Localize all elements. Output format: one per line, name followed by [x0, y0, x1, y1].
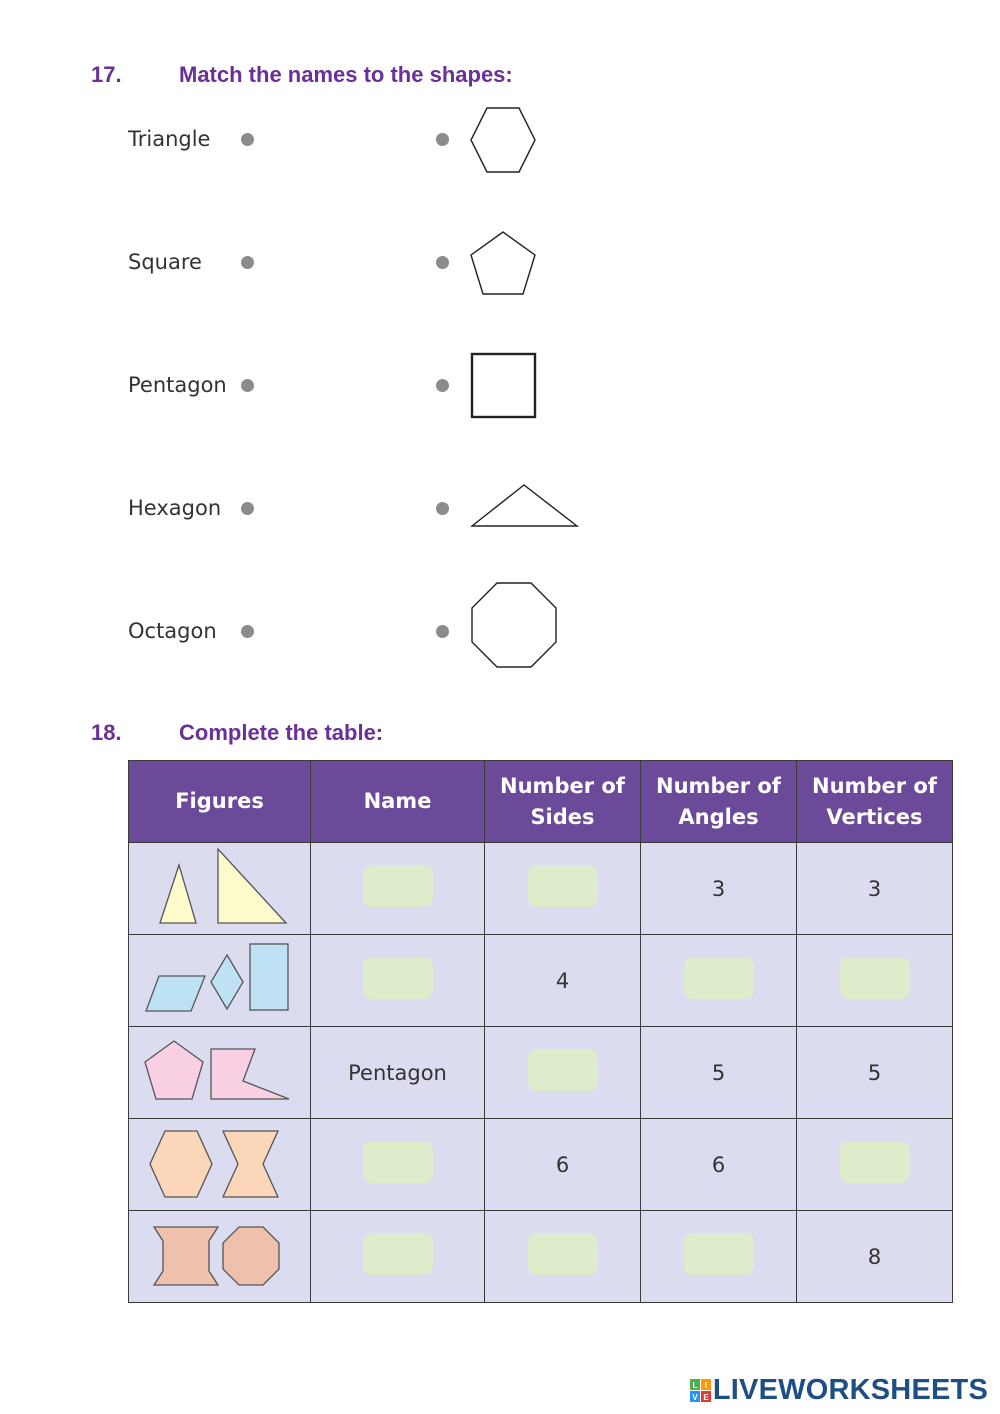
name-dot-5[interactable] — [241, 625, 254, 638]
name-dot-1[interactable] — [241, 133, 254, 146]
figures-cell — [129, 1119, 311, 1211]
angles-cell: 3 — [641, 843, 797, 935]
answer-blank[interactable] — [684, 957, 754, 999]
figures-cell — [129, 935, 311, 1027]
sides-cell — [485, 1211, 641, 1303]
figures-cell — [129, 1027, 311, 1119]
table-row — [129, 1027, 953, 1119]
octagons-figure-icon — [129, 1211, 310, 1297]
name-cell — [311, 935, 485, 1027]
name-cell — [311, 1211, 485, 1303]
question-title: Match the names to the shapes: — [179, 62, 513, 87]
sides-cell: 6 — [485, 1119, 641, 1211]
question-18-heading — [91, 720, 383, 746]
match-name-triangle: Triangle — [128, 127, 211, 151]
table-row — [129, 1211, 953, 1303]
shape-dot-5[interactable] — [436, 625, 449, 638]
quadrilaterals-figure-icon — [129, 935, 310, 1021]
sides-cell — [485, 843, 641, 935]
square-icon — [466, 349, 542, 423]
vertices-cell: 5 — [797, 1027, 953, 1119]
angles-cell: 6 — [641, 1119, 797, 1211]
answer-blank[interactable] — [528, 1233, 598, 1275]
answer-blank[interactable] — [840, 957, 910, 999]
question-17-heading — [91, 62, 513, 88]
name-dot-3[interactable] — [241, 379, 254, 392]
triangles-figure-icon — [129, 843, 310, 929]
match-name-octagon: Octagon — [128, 619, 217, 643]
liveworksheets-logo[interactable] — [689, 1374, 988, 1407]
svg-text:I: I — [704, 1380, 708, 1390]
svg-text:V: V — [692, 1392, 698, 1402]
octagon-icon — [466, 578, 562, 672]
name-dot-2[interactable] — [241, 256, 254, 269]
vertices-cell: 8 — [797, 1211, 953, 1303]
answer-blank[interactable] — [363, 1141, 433, 1183]
shapes-table — [128, 760, 953, 1303]
pentagons-figure-icon — [129, 1027, 310, 1113]
shape-dot-4[interactable] — [436, 502, 449, 515]
logo-text: LIVEWORKSHEETS — [712, 1374, 988, 1406]
question-number: 18. — [91, 720, 122, 745]
hexagons-figure-icon — [129, 1119, 310, 1205]
vertices-cell — [797, 1119, 953, 1211]
name-dot-4[interactable] — [241, 502, 254, 515]
header-sides: Number of Sides — [485, 761, 641, 843]
name-cell — [311, 843, 485, 935]
shape-dot-2[interactable] — [436, 256, 449, 269]
match-name-square: Square — [128, 250, 202, 274]
angles-cell: 5 — [641, 1027, 797, 1119]
sides-cell — [485, 1027, 641, 1119]
answer-blank[interactable] — [363, 1233, 433, 1275]
table-row — [129, 843, 953, 935]
triangle-icon — [466, 480, 584, 532]
answer-blank[interactable] — [840, 1141, 910, 1183]
hexagon-icon — [466, 103, 542, 177]
table-row — [129, 935, 953, 1027]
header-vertices: Number of Vertices — [797, 761, 953, 843]
shape-dot-3[interactable] — [436, 379, 449, 392]
figures-cell — [129, 843, 311, 935]
answer-blank[interactable] — [684, 1233, 754, 1275]
liveworksheets-badge-icon — [689, 1378, 713, 1404]
table-row — [129, 1119, 953, 1211]
vertices-cell — [797, 935, 953, 1027]
header-angles: Number of Angles — [641, 761, 797, 843]
figures-cell — [129, 1211, 311, 1303]
svg-text:E: E — [703, 1392, 709, 1402]
svg-text:L: L — [692, 1380, 698, 1390]
match-name-pentagon: Pentagon — [128, 373, 227, 397]
question-number: 17. — [91, 62, 122, 87]
answer-blank[interactable] — [528, 1049, 598, 1091]
shape-dot-1[interactable] — [436, 133, 449, 146]
pentagon-icon — [466, 226, 542, 300]
answer-blank[interactable] — [363, 957, 433, 999]
name-cell: Pentagon — [311, 1027, 485, 1119]
answer-blank[interactable] — [528, 865, 598, 907]
table-header-row — [129, 761, 953, 843]
vertices-cell: 3 — [797, 843, 953, 935]
name-cell — [311, 1119, 485, 1211]
header-name: Name — [311, 761, 485, 843]
sides-cell: 4 — [485, 935, 641, 1027]
match-name-hexagon: Hexagon — [128, 496, 222, 520]
header-figures: Figures — [129, 761, 311, 843]
angles-cell — [641, 1211, 797, 1303]
angles-cell — [641, 935, 797, 1027]
answer-blank[interactable] — [363, 865, 433, 907]
question-title: Complete the table: — [179, 720, 384, 745]
